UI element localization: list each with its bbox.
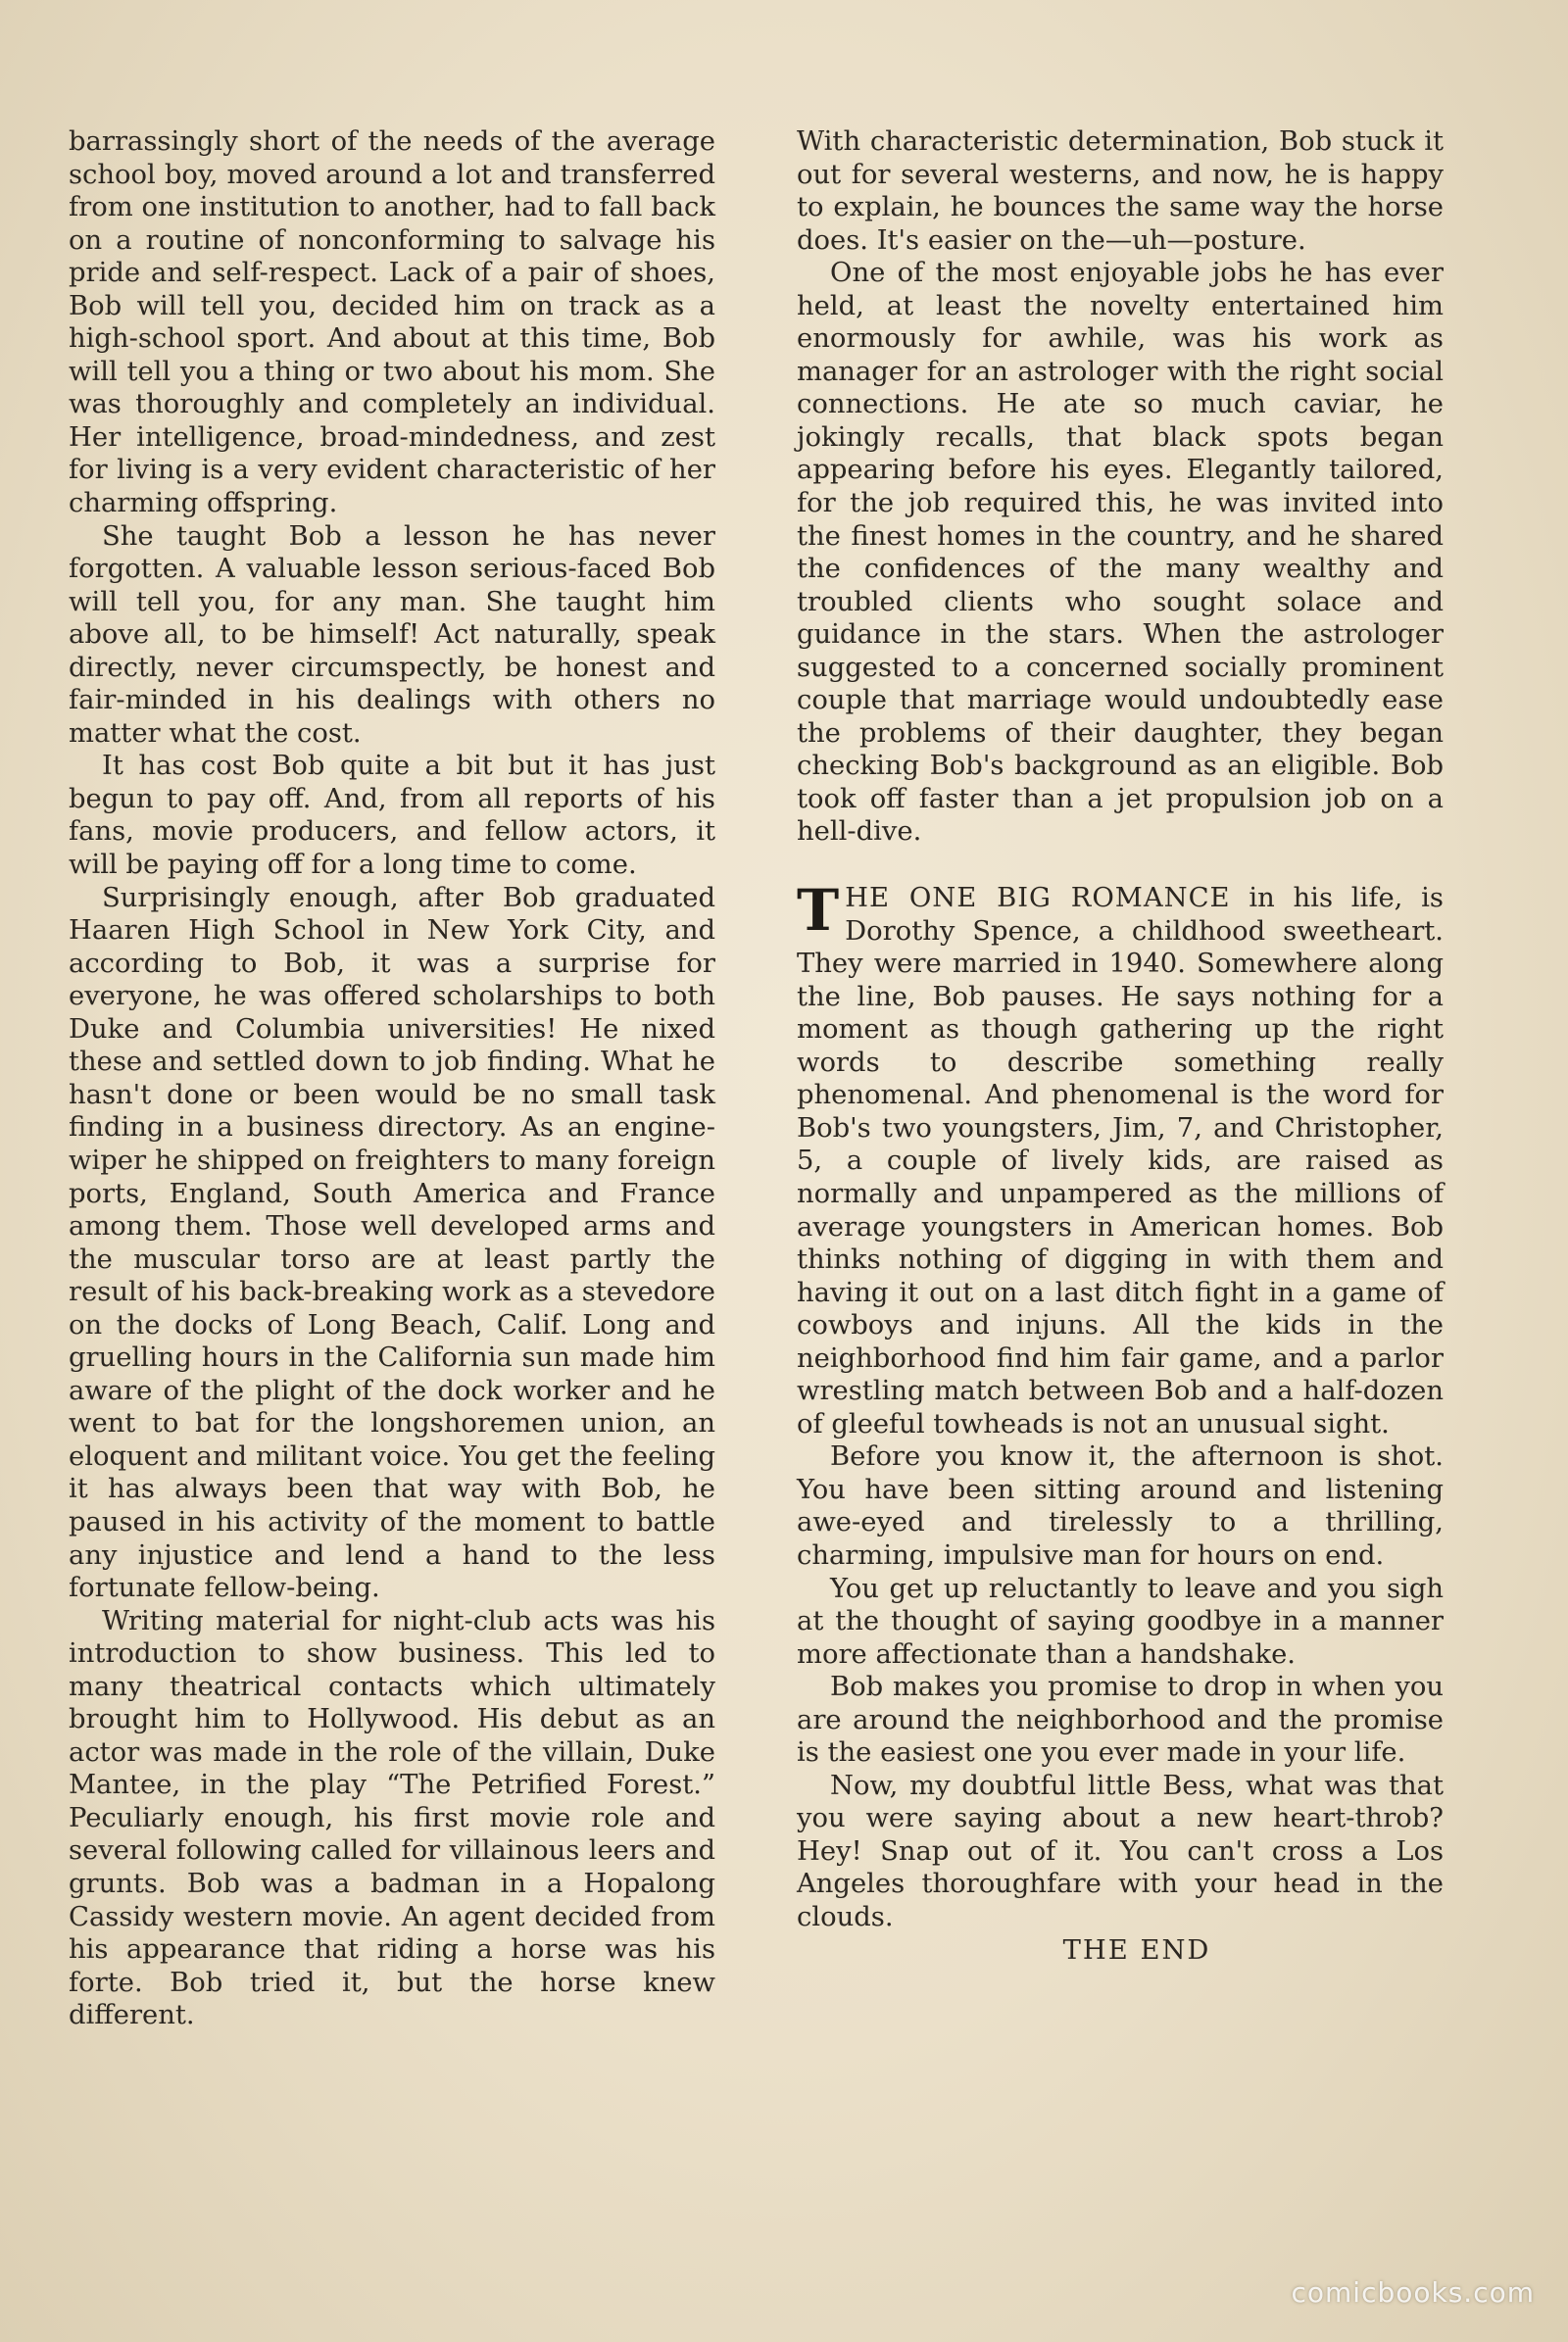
paragraph: barrassingly short of the needs of the average school boy, moved around a lot and transferred from one institution to another, had to fall back on a routine of nonconforming to salvage his pride and self-respect. Lack of a pair of shoes, Bob will tell you, decided him on track as a high-school sport. And about at this time, Bob will tell you a thing or two about his mom. She was thoroughly and completely an individual. Her intelligence, broad-mindedness, and zest for living is a very evident characteristic of her charming offspring.: [69, 126, 715, 519]
paragraph: Now, my doubtful little Bess, what was that you were saying about a new heart-throb? Hey! Snap out of it. You can't cross a Los Angeles thoroughfare with your head in the clouds.: [797, 1770, 1444, 1932]
lead-caps: HE ONE BIG ROMANCE: [845, 883, 1231, 914]
paragraph: It has cost Bob quite a bit but it has just begun to pay off. And, from all reports of his fans, movie producers, and fellow actors, it will be paying off for a long time to come.: [69, 751, 715, 881]
the-end: THE END: [1062, 1934, 1211, 1966]
watermark: comicbooks.com: [1291, 2276, 1535, 2309]
right-column: [797, 125, 1444, 1967]
paragraph: With characteristic determination, Bob stuck it out for several westerns, and now, he is happy to explain, he bounces the same way the horse does. It's easier on the—uh—posture.: [797, 126, 1444, 256]
paragraph: Surprisingly enough, after Bob graduated Haaren High School in New York City, and according to Bob, it was a surprise for everyone, he was offered scholarships to both Duke and Columbia universities! He nixed these and settled down to job finding. What he hasn't done or been would be no small task finding in a business directory. As an engine-wiper he shipped on freighters to many foreign ports, England, South America and France among them. Those well developed arms and the muscular torso are at least partly the result of his back-breaking work as a stevedore on the docks of Long Beach, Calif. Long and gruelling hours in the California sun made him aware of the plight of the dock worker and he went to bat for the longshoremen union, an eloquent and militant voice. You get the feeling it has always been that way with Bob, he paused in his activity of the moment to battle any injustice and lend a hand to the less fortunate fellow-being.: [69, 882, 715, 1604]
lead-text: in his life, is Dorothy Spence, a childhood sweetheart. They were married in 1940. Somewhere along the line, Bob pauses. He says nothing for a moment as though gathering up the right words to describe something really phenomenal. And phenomenal is the word for Bob's two youngsters, Jim, 7, and Christopher, 5, a couple of lively kids, are raised as normally and unpampered as the millions of average youngsters in American homes. Bob thinks nothing of digging in with them and having it out on a last ditch fight in a game of cowboys and injuns. All the kids in the neighborhood find him fair game, and a parlor wrestling match between Bob and a half-dozen of gleeful towheads is not an unusual sight.: [797, 883, 1444, 1439]
paragraph: Writing material for night-club acts was his introduction to show business. This led to many theatrical contacts which ultimately brought him to Hollywood. His debut as an actor was made in the role of the villain, Duke Mantee, in the play “The Petrified Forest.” Peculiarly enough, his first movie role and several following called for villainous leers and grunts. Bob was a badman in a Hopalong Cassidy western movie. An agent decided from his appearance that riding a horse was his forte. Bob tried it, but the horse knew different.: [69, 1605, 715, 2031]
paragraph: She taught Bob a lesson he has never forgotten. A valuable lesson serious-faced Bob will tell you, for any man. She taught him above all, to be himself! Act naturally, speak directly, never circumspectly, be honest and fair-minded in his dealings with others no matter what the cost.: [69, 520, 715, 749]
section-lead-paragraph: [797, 877, 1444, 1440]
drop-cap: T: [797, 877, 840, 945]
left-column: [69, 125, 715, 2032]
paragraph: You get up reluctantly to leave and you sigh at the thought of saying goodbye in a manner more affectionate than a handshake.: [797, 1573, 1444, 1670]
paragraph: Bob makes you promise to drop in when you are around the neighborhood and the promise is the easiest one you ever made in your life.: [797, 1672, 1444, 1769]
paragraph: Before you know it, the afternoon is shot. You have been sitting around and listening awe-eyed and tirelessly to a thrilling, charming, impulsive man for hours on end.: [797, 1441, 1444, 1571]
paragraph: One of the most enjoyable jobs he has ever held, at least the novelty entertained him enormously for awhile, was his work as manager for an astrologer with the right social connections. He ate so much caviar, he jokingly recalls, that black spots began appearing before his eyes. Elegantly tailored, for the job required this, he was invited into the finest homes in the country, and he shared the confidences of the many wealthy and troubled clients who sought solace and guidance in the stars. When the astrologer suggested to a concerned socially prominent couple that marriage would undoubtedly ease the problems of their daughter, they began checking Bob's background as an eligible. Bob took off faster than a jet propulsion job on a hell-dive.: [797, 258, 1444, 848]
